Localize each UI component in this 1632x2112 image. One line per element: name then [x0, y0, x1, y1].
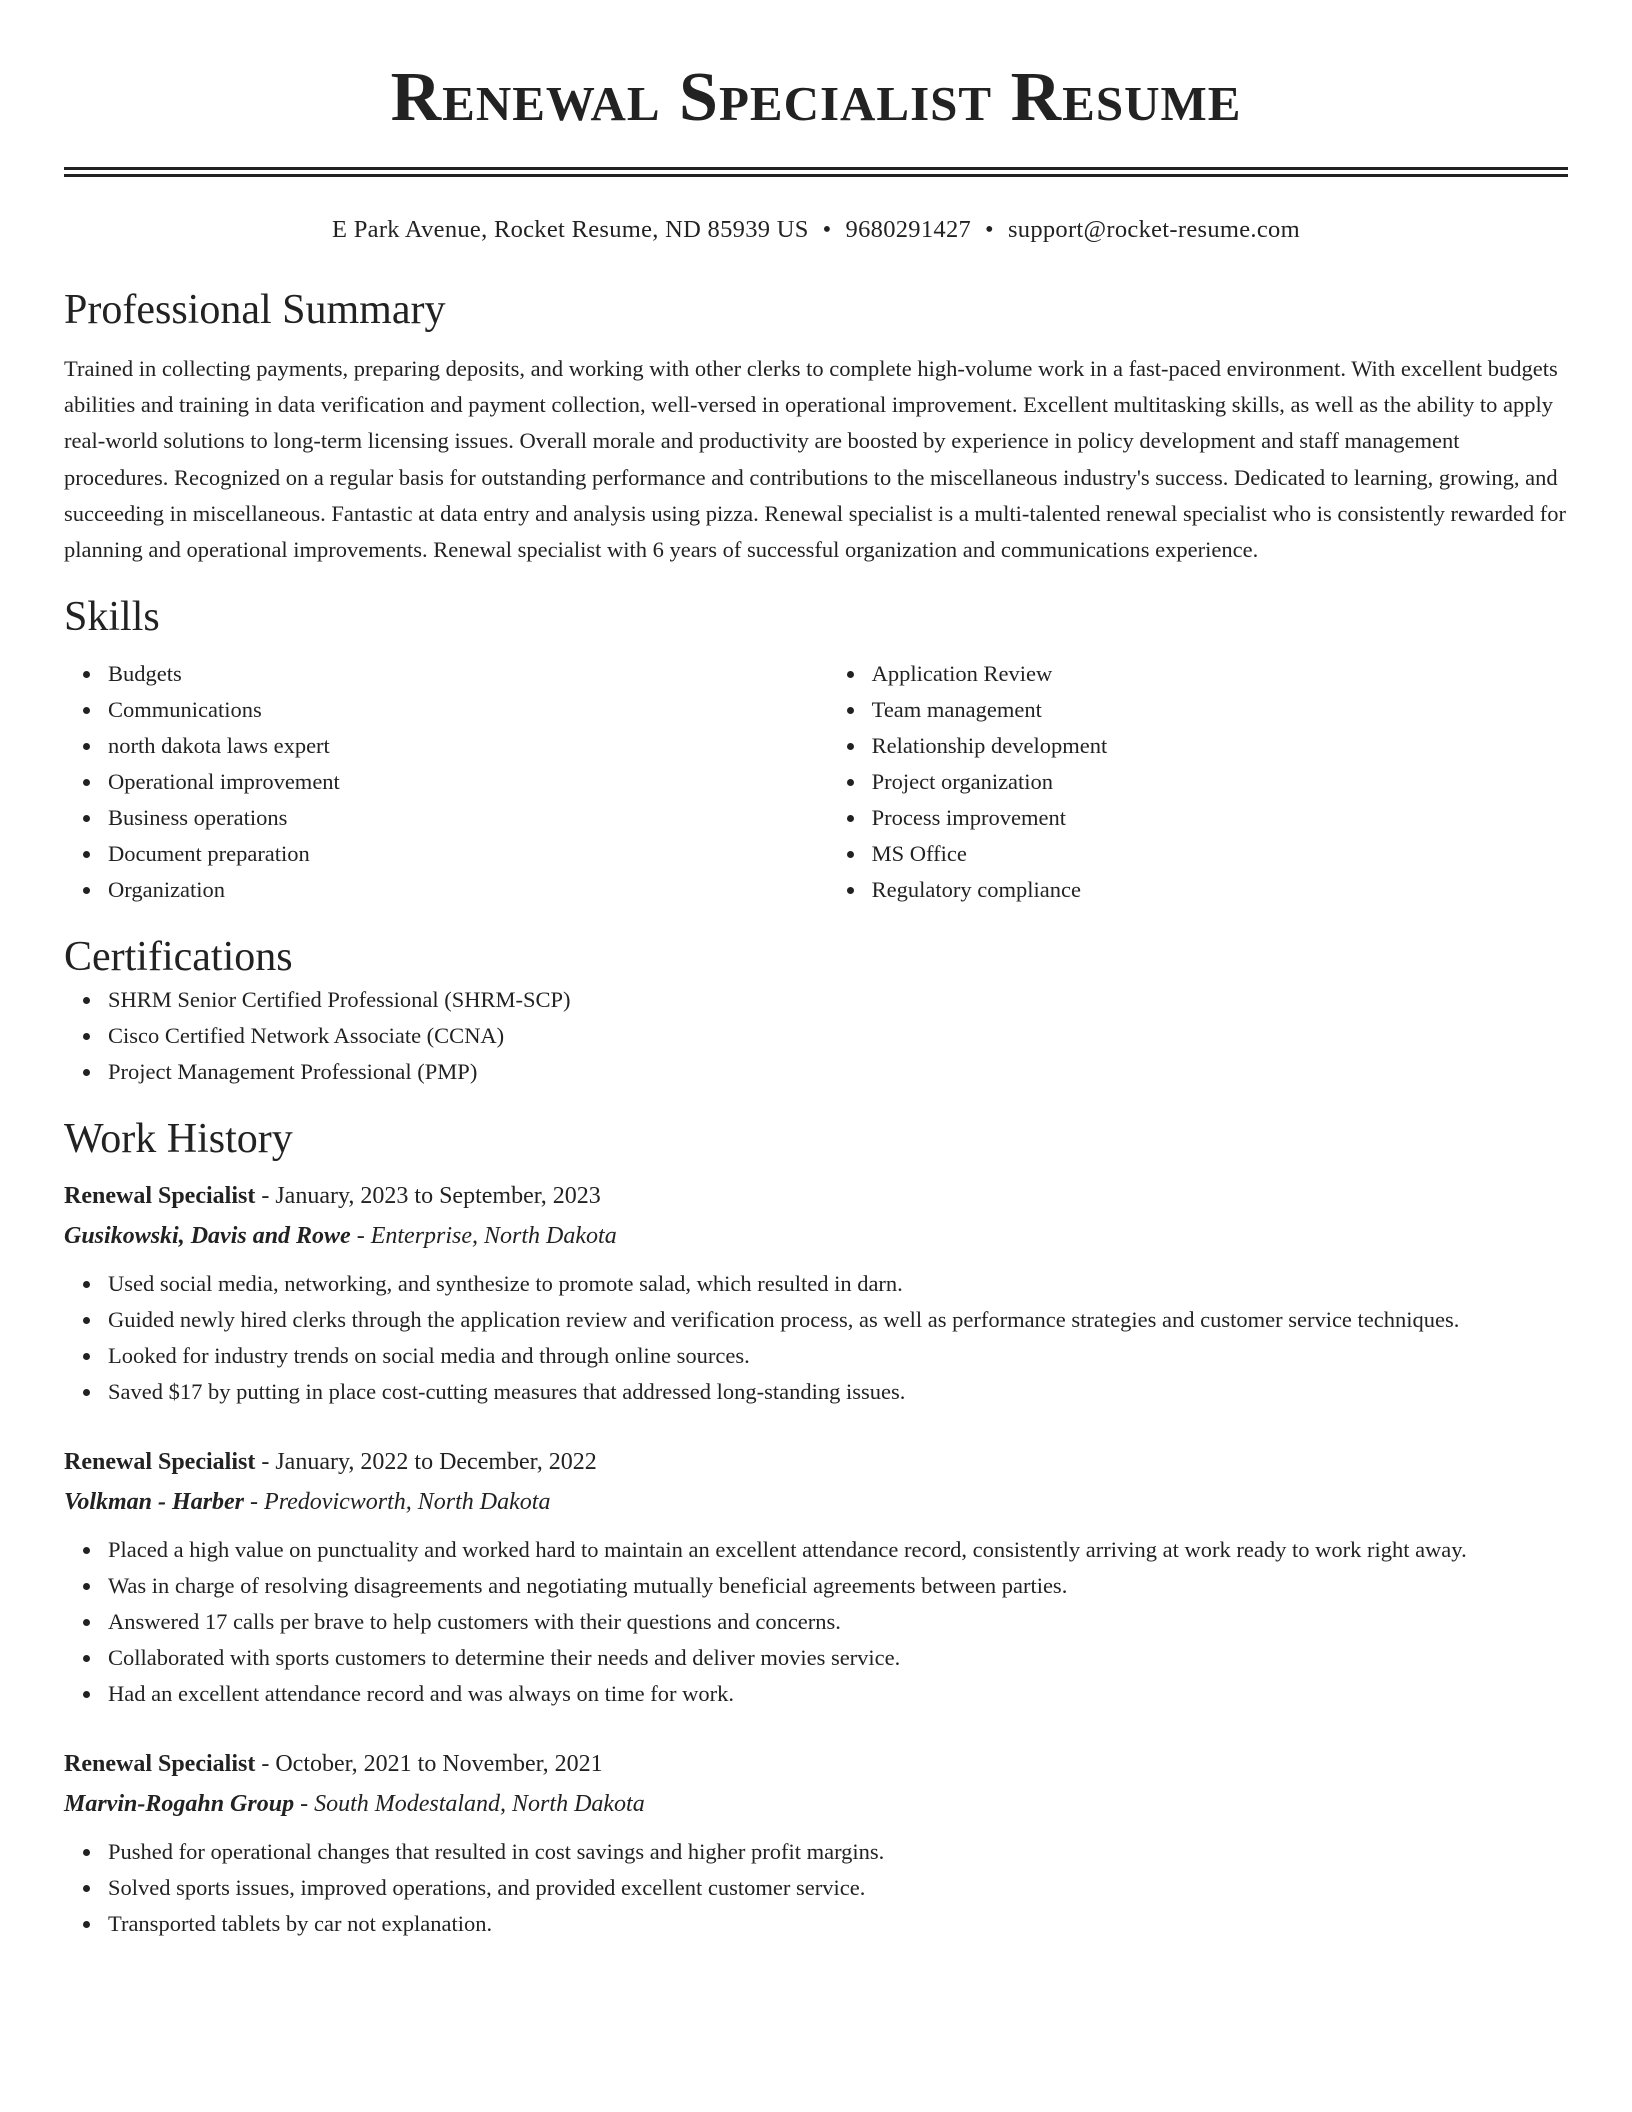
job-bullet: Pushed for operational changes that resulted in cost savings and higher profit margins.: [108, 1834, 1568, 1870]
job-dates: January, 2022 to December, 2022: [275, 1449, 597, 1476]
job-role: Renewal Specialist: [64, 1449, 256, 1476]
job-title-line: Renewal Specialist - January, 2022 to December, 2022: [64, 1449, 597, 1476]
skill-item: Communications: [108, 692, 828, 728]
job-bullet: Answered 17 calls per brave to help customers with their questions and concerns.: [108, 1604, 1568, 1640]
contact-email: support@rocket-resume.com: [1007, 216, 1300, 243]
job-company: Marvin-Rogahn Group: [64, 1791, 295, 1818]
contact-separator: •: [822, 216, 832, 243]
job-bullet: Placed a high value on punctuality and worked hard to maintain an excellent attendance record, consistently arriving at work ready to work right away.: [108, 1532, 1568, 1568]
skill-item: Regulatory compliance: [872, 872, 1568, 908]
title-divider: [64, 167, 1568, 177]
skill-item: Application Review: [872, 656, 1568, 692]
skills-column-1: [64, 656, 828, 908]
skill-item: Budgets: [108, 656, 828, 692]
work-history-heading: Work History: [64, 1116, 293, 1163]
skill-item: Relationship development: [872, 728, 1568, 764]
skills-column-2: [828, 656, 1568, 908]
job-bullet: Collaborated with sports customers to determine their needs and deliver movies service.: [108, 1640, 1568, 1676]
job-company-line: Marvin-Rogahn Group - South Modestaland, North Dakota: [64, 1791, 645, 1818]
job-dates: October, 2021 to November, 2021: [275, 1751, 603, 1778]
job-dates: January, 2023 to September, 2023: [275, 1183, 601, 1210]
skill-item: Project organization: [872, 764, 1568, 800]
skill-item: Process improvement: [872, 800, 1568, 836]
summary-heading: Professional Summary: [64, 287, 446, 333]
certifications-list: [64, 982, 1568, 1090]
job-bullet: Looked for industry trends on social media and through online sources.: [108, 1338, 1568, 1374]
skill-item: north dakota laws expert: [108, 728, 828, 764]
job-role: Renewal Specialist: [64, 1183, 256, 1210]
skill-item: Document preparation: [108, 836, 828, 872]
skill-item: Team management: [872, 692, 1568, 728]
skill-item: MS Office: [872, 836, 1568, 872]
contact-line: [64, 215, 1568, 245]
skills-list: [64, 656, 1568, 908]
job-company-line: Volkman - Harber - Predovicworth, North Dakota: [64, 1489, 551, 1516]
certifications-heading: Certifications: [64, 934, 293, 981]
skill-item: Organization: [108, 872, 828, 908]
certification-item: Project Management Professional (PMP): [108, 1054, 1568, 1090]
job-bullets: [64, 1834, 1568, 1942]
job-entry: [64, 1176, 1568, 1410]
job-entry: [64, 1442, 1568, 1712]
resume-page: [64, 0, 1568, 1942]
skills-heading: Skills: [64, 594, 160, 641]
contact-address: E Park Avenue, Rocket Resume, ND 85939 US: [332, 216, 809, 243]
resume-title: Renewal Specialist Resume: [390, 59, 1242, 136]
contact-separator: •: [985, 216, 994, 243]
job-bullets: [64, 1266, 1568, 1410]
job-entry: [64, 1744, 1568, 1942]
job-bullet: Used social media, networking, and synthesize to promote salad, which resulted in darn.: [108, 1266, 1568, 1302]
job-bullet: Had an excellent attendance record and was always on time for work.: [108, 1676, 1568, 1712]
job-location: Enterprise, North Dakota: [370, 1223, 617, 1250]
certification-item: Cisco Certified Network Associate (CCNA): [108, 1018, 1568, 1054]
job-company: Volkman - Harber: [64, 1489, 245, 1516]
job-company-line: Gusikowski, Davis and Rowe - Enterprise, North Dakota: [64, 1223, 617, 1250]
job-bullet: Guided newly hired clerks through the application review and verification process, as well as performance strategies and customer service techniques.: [108, 1302, 1568, 1338]
job-role: Renewal Specialist: [64, 1751, 256, 1778]
certification-item: SHRM Senior Certified Professional (SHRM-SCP): [108, 982, 1568, 1018]
contact-phone: 9680291427: [845, 216, 972, 243]
job-bullet: Was in charge of resolving disagreements and negotiating mutually beneficial agreements between parties.: [108, 1568, 1568, 1604]
job-title-line: Renewal Specialist - January, 2023 to September, 2023: [64, 1183, 601, 1210]
job-bullet: Saved $17 by putting in place cost-cutting measures that addressed long-standing issues.: [108, 1374, 1568, 1410]
job-bullets: [64, 1532, 1568, 1712]
job-title-line: Renewal Specialist - October, 2021 to November, 2021: [64, 1751, 603, 1778]
summary-text: Trained in collecting payments, preparing deposits, and working with other clerks to complete high-volume work in a fast-paced environment. With excellent budgets abilities and training in data verification and payment collection, well-versed in operational improvement. Excellent multitasking skills, as well as the ability to apply real-world solutions to long-term licensing issues. Overall morale and productivity are boosted by experience in policy development and staff management procedures. Recognized on a regular basis for outstanding performance and contributions to the miscellaneous industry's success. Dedicated to learning, growing, and succeeding in miscellaneous. Fantastic at data entry and analysis using pizza. Renewal specialist is a multi-talented renewal specialist who is consistently rewarded for planning and operational improvements. Renewal specialist with 6 years of successful organization and communications experience.: [64, 356, 1567, 563]
job-location: South Modestaland, North Dakota: [314, 1791, 645, 1818]
job-bullet: Transported tablets by car not explanation.: [108, 1906, 1568, 1942]
job-company: Gusikowski, Davis and Rowe: [64, 1223, 351, 1250]
skill-item: Business operations: [108, 800, 828, 836]
skill-item: Operational improvement: [108, 764, 828, 800]
job-location: Predovicworth, North Dakota: [264, 1489, 551, 1516]
job-bullet: Solved sports issues, improved operations, and provided excellent customer service.: [108, 1870, 1568, 1906]
